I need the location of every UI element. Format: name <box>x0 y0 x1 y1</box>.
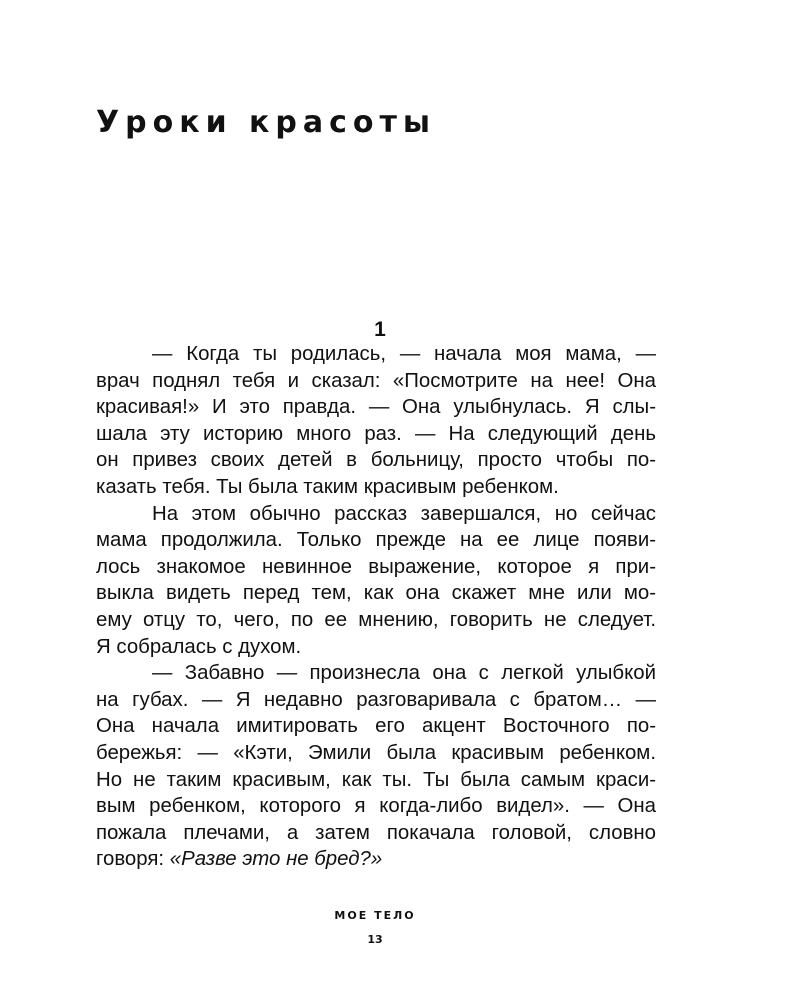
text-line: мама продолжила. Только прежде на ее лице появи- <box>96 529 656 552</box>
text-line: Она начала имитировать его акцент Восточного по- <box>96 715 656 738</box>
italic-quote: «Разве это не бред?» <box>169 848 383 871</box>
chapter-title: Уроки красоты <box>96 105 437 140</box>
text-line-final <box>96 846 656 873</box>
page-number: 13 <box>367 933 383 946</box>
text-line: пожала плечами, а затем покачала головой, словно <box>96 821 656 844</box>
text-line: лось знакомое невинное выражение, которое я при- <box>96 555 656 578</box>
text-line: Я собралась с духом. <box>96 635 302 658</box>
body-text <box>96 341 656 873</box>
section-number: 1 <box>374 318 386 341</box>
text-line: ему отцу то, чего, по ее мнению, говорить не следует. <box>96 608 656 631</box>
text-line: красивая!» И это правда. — Она улыбнулась. Я слы- <box>96 396 656 419</box>
text-line: вым ребенком, которого я когда-либо видел». — Она <box>96 795 656 818</box>
text-line: шала эту историю много раз. — На следующий день <box>96 422 656 445</box>
text-line-final-start: говоря: <box>96 848 170 871</box>
text-line: он привез своих детей в больницу, просто чтобы по- <box>96 449 656 472</box>
text-line: бережья: — «Кэти, Эмили была красивым ребенком. <box>96 741 656 764</box>
text-line: на губах. — Я недавно разговаривала с братом… — <box>96 688 656 711</box>
running-footer: МОЕ ТЕЛО <box>334 909 416 922</box>
text-line: врач поднял тебя и сказал: «Посмотрите на нее! Она <box>96 369 656 392</box>
text-line: — Когда ты родилась, — начала моя мама, — <box>152 343 656 365</box>
text-line: Но не таким красивым, как ты. Ты была самым краси- <box>96 768 656 791</box>
text-line: На этом обычно рассказ завершался, но сейчас <box>152 502 656 525</box>
text-line: — Забавно — произнесла она с легкой улыбкой <box>152 662 656 685</box>
text-line: казать тебя. Ты была таким красивым ребенком. <box>96 475 559 498</box>
text-line: выкла видеть перед тем, как она скажет мне или мо- <box>96 582 656 605</box>
